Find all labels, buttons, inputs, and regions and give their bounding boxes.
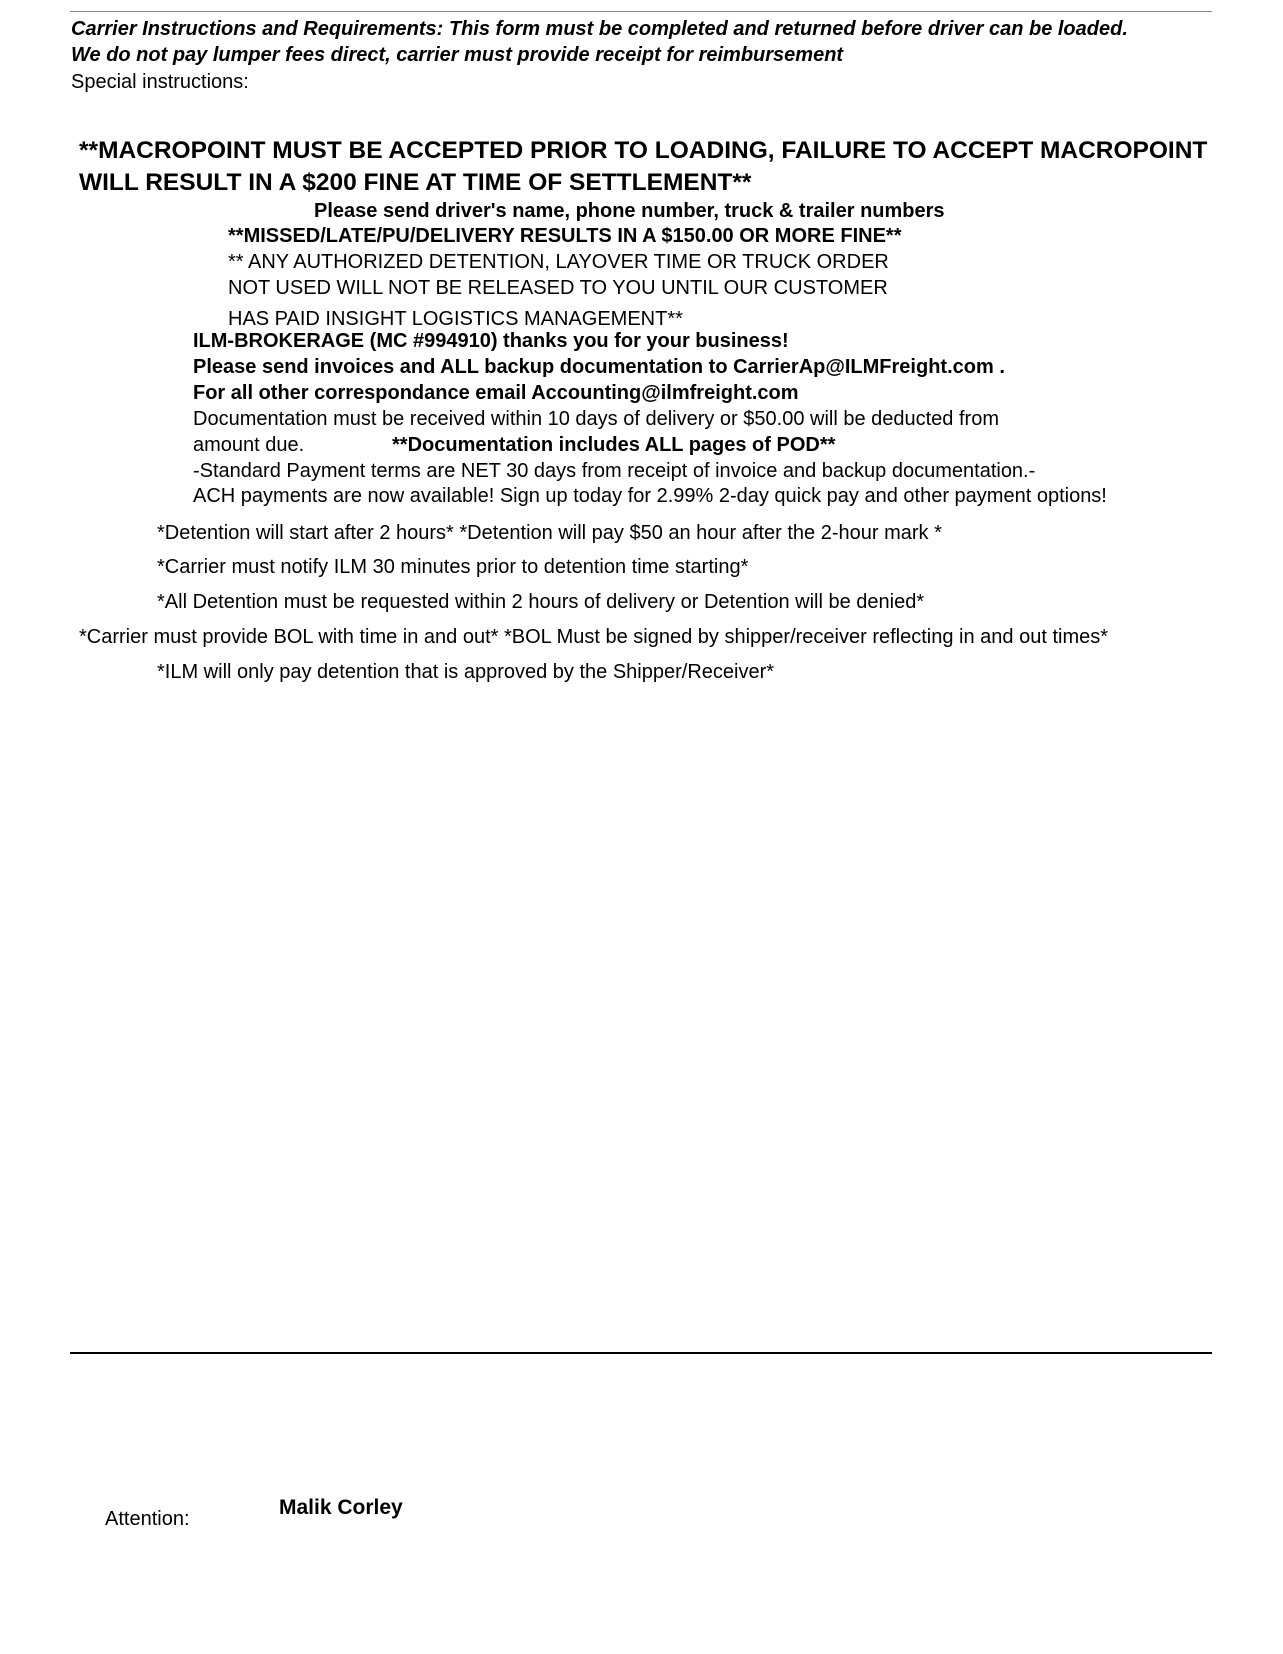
payment-terms: -Standard Payment terms are NET 30 days from receipt of invoice and backup documentation.- (193, 460, 1036, 482)
documentation-deadline: Documentation must be received within 10 days of delivery or $50.00 will be deducted from (193, 408, 999, 430)
top-divider (70, 11, 1212, 12)
brokerage-thanks: ILM-BROKERAGE (MC #994910) thanks you for your business! (193, 330, 789, 352)
detention-notify-rule: *Carrier must notify ILM 30 minutes prior to detention time starting* (157, 556, 749, 578)
detention-request-rule: *All Detention must be requested within 2 hours of delivery or Detention will be denied* (157, 591, 925, 613)
invoice-instructions: Please send invoices and ALL backup documentation to CarrierAp@ILMFreight.com . (193, 356, 1005, 378)
detention-notice-line-2: NOT USED WILL NOT BE RELEASED TO YOU UNTIL OUR CUSTOMER (228, 277, 888, 299)
correspondence-email: For all other correspondance email Accounting@ilmfreight.com (193, 382, 799, 404)
documentation-includes: **Documentation includes ALL pages of POD** (392, 434, 836, 456)
detention-start-rule: *Detention will start after 2 hours* *Detention will pay $50 an hour after the 2-hour mark * (157, 522, 942, 544)
driver-info-request: Please send driver's name, phone number, truck & trailer numbers (314, 200, 945, 222)
bol-rule: *Carrier must provide BOL with time in and out* *BOL Must be signed by shipper/receiver reflecting in and out times* (79, 626, 1109, 648)
ach-payments: ACH payments are now available! Sign up today for 2.99% 2-day quick pay and other payment options! (193, 485, 1107, 507)
bottom-divider (70, 1352, 1212, 1354)
macropoint-line-1: **MACROPOINT MUST BE ACCEPTED PRIOR TO LOADING, FAILURE TO ACCEPT MACROPOINT (79, 137, 1208, 164)
detention-approval-rule: *ILM will only pay detention that is approved by the Shipper/Receiver* (157, 661, 775, 683)
header-line-2: We do not pay lumper fees direct, carrier must provide receipt for reimbursement (71, 44, 844, 66)
detention-notice-line-3: HAS PAID INSIGHT LOGISTICS MANAGEMENT** (228, 308, 683, 330)
documentation-amount-due: amount due. (193, 434, 305, 456)
macropoint-line-2: WILL RESULT IN A $200 FINE AT TIME OF SETTLEMENT** (79, 169, 752, 196)
attention-name: Malik Corley (279, 1496, 403, 1519)
header-line-1: Carrier Instructions and Requirements: This form must be completed and returned before driver can be loaded. (71, 18, 1128, 40)
attention-label: Attention: (105, 1508, 190, 1530)
missed-delivery-fine: **MISSED/LATE/PU/DELIVERY RESULTS IN A $150.00 OR MORE FINE** (228, 225, 902, 247)
special-instructions-label: Special instructions: (71, 71, 249, 93)
detention-notice-line-1: ** ANY AUTHORIZED DETENTION, LAYOVER TIME OR TRUCK ORDER (228, 251, 889, 273)
